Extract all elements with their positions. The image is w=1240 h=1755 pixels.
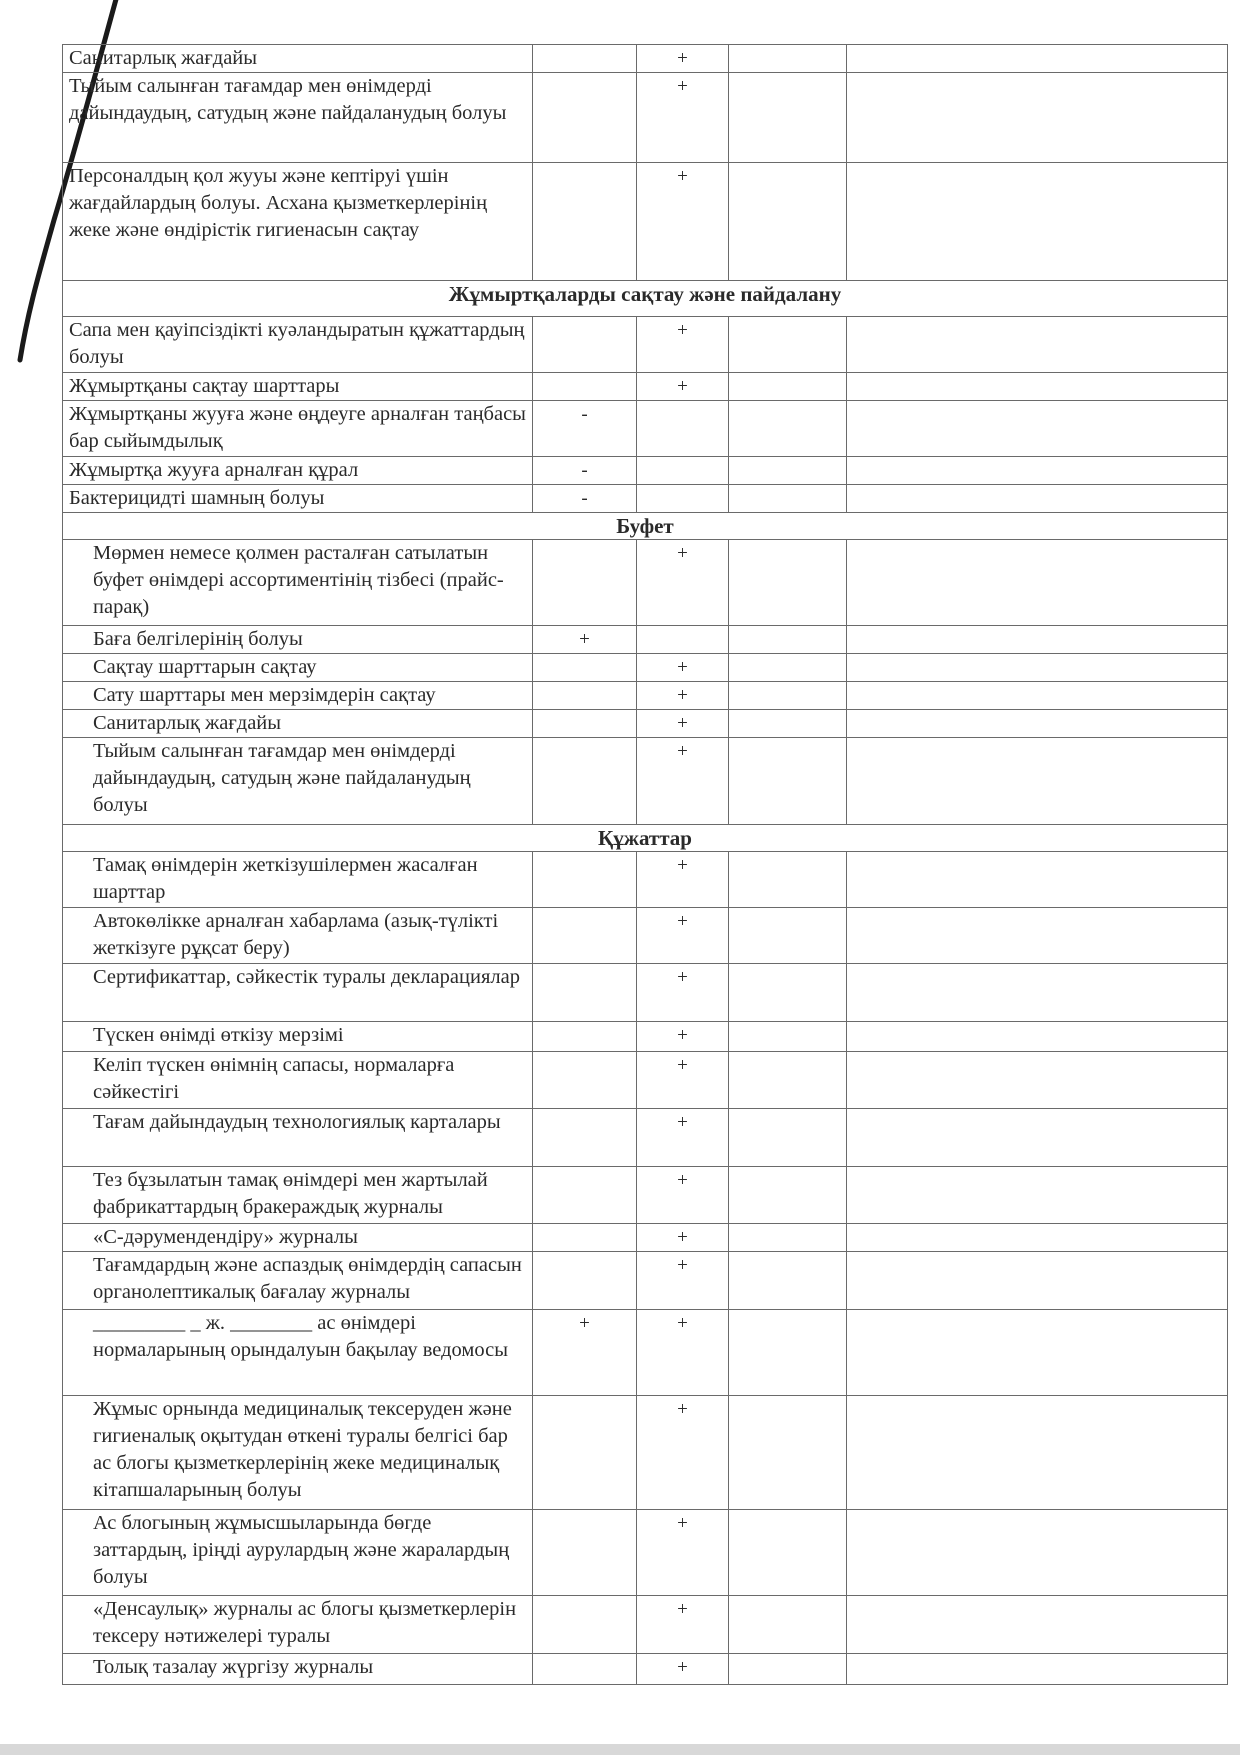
empty-cell [729,1654,847,1685]
notes-cell [847,1022,1228,1052]
mark-column-1 [533,317,637,373]
mark-column-1: - [533,485,637,513]
checklist-row [63,1252,1228,1310]
section-header-row [63,825,1228,852]
mark-column-2 [637,401,729,457]
mark-column-2: + [637,908,729,964]
empty-cell [729,317,847,373]
notes-cell [847,457,1228,485]
checklist-row [63,1022,1228,1052]
checklist-row [63,1109,1228,1167]
criterion-text: Сертификаттар, сәйкестік туралы декларациялар [63,964,533,1022]
criterion-text: Сақтау шарттарын сақтау [63,654,533,682]
empty-cell [729,373,847,401]
checklist-row [63,373,1228,401]
criterion-text: Толық тазалау жүргізу журналы [63,1654,533,1685]
mark-column-2: + [637,852,729,908]
mark-column-1 [533,1510,637,1596]
criterion-text: Жұмыртқа жууға арналған құрал [63,457,533,485]
criterion-text: Тамақ өнімдерін жеткізушілермен жасалған шарттар [63,852,533,908]
notes-cell [847,485,1228,513]
mark-column-1 [533,1396,637,1510]
checklist-row [63,682,1228,710]
checklist-row [63,738,1228,825]
mark-column-1 [533,45,637,73]
checklist-row [63,654,1228,682]
mark-column-2: + [637,682,729,710]
mark-column-2: + [637,1310,729,1396]
notes-cell [847,401,1228,457]
mark-column-2: + [637,1052,729,1109]
mark-column-2 [637,457,729,485]
notes-cell [847,373,1228,401]
criterion-text: Тез бұзылатын тамақ өнімдері мен жартылай фабрикаттардың бракераждық журналы [63,1167,533,1224]
notes-cell [847,626,1228,654]
empty-cell [729,908,847,964]
mark-column-2: + [637,1022,729,1052]
mark-column-2: + [637,1396,729,1510]
mark-column-1 [533,1224,637,1252]
mark-column-1 [533,1167,637,1224]
notes-cell [847,45,1228,73]
notes-cell [847,710,1228,738]
notes-cell [847,1109,1228,1167]
criterion-text: Персоналдың қол жууы және кептіруі үшін жағдайлардың болуы. Асхана қызметкерлерінің жеке және өндірістік гигиенасын сақтау [63,163,533,281]
mark-column-1: - [533,401,637,457]
criterion-text: Ас блогының жұмысшыларында бөгде заттардың, іріңді аурулардың және жаралардың болуы [63,1510,533,1596]
criterion-text: Тыйым салынған тағамдар мен өнімдерді дайындаудың, сатудың және пайдаланудың болуы [63,73,533,163]
notes-cell [847,964,1228,1022]
criterion-text: Жұмыртқаны жууға және өңдеуге арналған таңбасы бар сыйымдылық [63,401,533,457]
checklist-row [63,710,1228,738]
mark-column-1 [533,710,637,738]
notes-cell [847,317,1228,373]
empty-cell [729,1310,847,1396]
mark-column-2: + [637,964,729,1022]
mark-column-1 [533,1109,637,1167]
checklist-row [63,1167,1228,1224]
mark-column-2 [637,626,729,654]
checklist-row [63,1510,1228,1596]
criterion-text: Санитарлық жағдайы [63,710,533,738]
mark-column-2: + [637,373,729,401]
mark-column-2: + [637,1654,729,1685]
empty-cell [729,1224,847,1252]
checklist-row [63,401,1228,457]
empty-cell [729,1052,847,1109]
checklist-row [63,964,1228,1022]
notes-cell [847,1510,1228,1596]
mark-column-1 [533,73,637,163]
mark-column-1 [533,738,637,825]
empty-cell [729,964,847,1022]
mark-column-2: + [637,1510,729,1596]
mark-column-2: + [637,45,729,73]
criterion-text: Сату шарттары мен мерзімдерін сақтау [63,682,533,710]
section-title: Құжаттар [63,825,1228,852]
criterion-text: Тыйым салынған тағамдар мен өнімдерді дайындаудың, сатудың және пайдаланудың болуы [63,738,533,825]
mark-column-2: + [637,1596,729,1654]
mark-column-1 [533,1022,637,1052]
criterion-text: Тағамдардың және аспаздық өнімдердің сапасын органолептикалық бағалау журналы [63,1252,533,1310]
checklist-row [63,1310,1228,1396]
mark-column-2: + [637,738,729,825]
mark-column-1 [533,163,637,281]
page-bottom-edge [0,1744,1240,1755]
empty-cell [729,1252,847,1310]
mark-column-2: + [637,540,729,626]
notes-cell [847,73,1228,163]
empty-cell [729,73,847,163]
criterion-text: Жұмыс орнында медициналық тексеруден және гигиеналық оқытудан өткені туралы белгісі бар ас блогы қызметкерлерінің жеке медициналық кітапшаларының болуы [63,1396,533,1510]
empty-cell [729,1022,847,1052]
mark-column-2 [637,485,729,513]
empty-cell [729,852,847,908]
criterion-text: _________ _ ж. ________ ас өнімдері нормаларының орындалуын бақылау ведомосы [63,1310,533,1396]
empty-cell [729,710,847,738]
notes-cell [847,1052,1228,1109]
mark-column-1: + [533,626,637,654]
empty-cell [729,540,847,626]
notes-cell [847,1596,1228,1654]
mark-column-1 [533,682,637,710]
checklist-row [63,1596,1228,1654]
notes-cell [847,738,1228,825]
checklist-row [63,317,1228,373]
criterion-text: Жұмыртқаны сақтау шарттары [63,373,533,401]
checklist-row [63,457,1228,485]
criterion-text: Сапа мен қауіпсіздікті куәландыратын құжаттардың болуы [63,317,533,373]
checklist-row [63,852,1228,908]
checklist-row [63,1052,1228,1109]
mark-column-1 [533,908,637,964]
notes-cell [847,1224,1228,1252]
section-title: Жұмыртқаларды сақтау және пайдалану [63,281,1228,317]
section-title: Буфет [63,513,1228,540]
criterion-text: «Денсаулық» журналы ас блогы қызметкерлерін тексеру нәтижелері туралы [63,1596,533,1654]
empty-cell [729,1109,847,1167]
criterion-text: Бактерицидті шамның болуы [63,485,533,513]
notes-cell [847,1396,1228,1510]
mark-column-1 [533,964,637,1022]
checklist-row [63,485,1228,513]
checklist-row [63,163,1228,281]
mark-column-1 [533,1596,637,1654]
notes-cell [847,654,1228,682]
section-header-row [63,513,1228,540]
criterion-text: Автокөлікке арналған хабарлама (азық-түлікті жеткізуге рұқсат беру) [63,908,533,964]
criterion-text: Түскен өнімді өткізу мерзімі [63,1022,533,1052]
mark-column-1 [533,540,637,626]
criterion-text: «С-дәрумендендіру» журналы [63,1224,533,1252]
empty-cell [729,1596,847,1654]
mark-column-2: + [637,710,729,738]
notes-cell [847,540,1228,626]
mark-column-1 [533,373,637,401]
criterion-text: Келіп түскен өнімнің сапасы, нормаларға сәйкестігі [63,1052,533,1109]
checklist-row [63,626,1228,654]
notes-cell [847,1167,1228,1224]
empty-cell [729,457,847,485]
mark-column-2: + [637,1224,729,1252]
notes-cell [847,682,1228,710]
mark-column-2: + [637,1109,729,1167]
mark-column-2: + [637,1167,729,1224]
notes-cell [847,852,1228,908]
empty-cell [729,1510,847,1596]
checklist-table [62,44,1228,1685]
checklist-row [63,1224,1228,1252]
mark-column-1 [533,1654,637,1685]
mark-column-2: + [637,654,729,682]
mark-column-1 [533,852,637,908]
mark-column-2: + [637,73,729,163]
empty-cell [729,163,847,281]
mark-column-2: + [637,317,729,373]
notes-cell [847,1310,1228,1396]
checklist-row [63,73,1228,163]
notes-cell [847,1654,1228,1685]
criterion-text: Санитарлық жағдайы [63,45,533,73]
empty-cell [729,45,847,73]
empty-cell [729,401,847,457]
checklist-row [63,1654,1228,1685]
mark-column-1 [533,1252,637,1310]
criterion-text: Мөрмен немесе қолмен расталған сатылатын буфет өнімдері ассортиментінің тізбесі (прайс-парақ) [63,540,533,626]
notes-cell [847,163,1228,281]
empty-cell [729,626,847,654]
empty-cell [729,1167,847,1224]
criterion-text: Баға белгілерінің болуы [63,626,533,654]
notes-cell [847,908,1228,964]
section-header-row [63,281,1228,317]
mark-column-2: + [637,1252,729,1310]
mark-column-1: + [533,1310,637,1396]
checklist-row [63,45,1228,73]
empty-cell [729,738,847,825]
mark-column-1: - [533,457,637,485]
mark-column-1 [533,1052,637,1109]
empty-cell [729,485,847,513]
empty-cell [729,654,847,682]
notes-cell [847,1252,1228,1310]
mark-column-1 [533,654,637,682]
checklist-row [63,1396,1228,1510]
empty-cell [729,1396,847,1510]
empty-cell [729,682,847,710]
checklist-row [63,540,1228,626]
checklist-row [63,908,1228,964]
mark-column-2: + [637,163,729,281]
criterion-text: Тағам дайындаудың технологиялық карталары [63,1109,533,1167]
